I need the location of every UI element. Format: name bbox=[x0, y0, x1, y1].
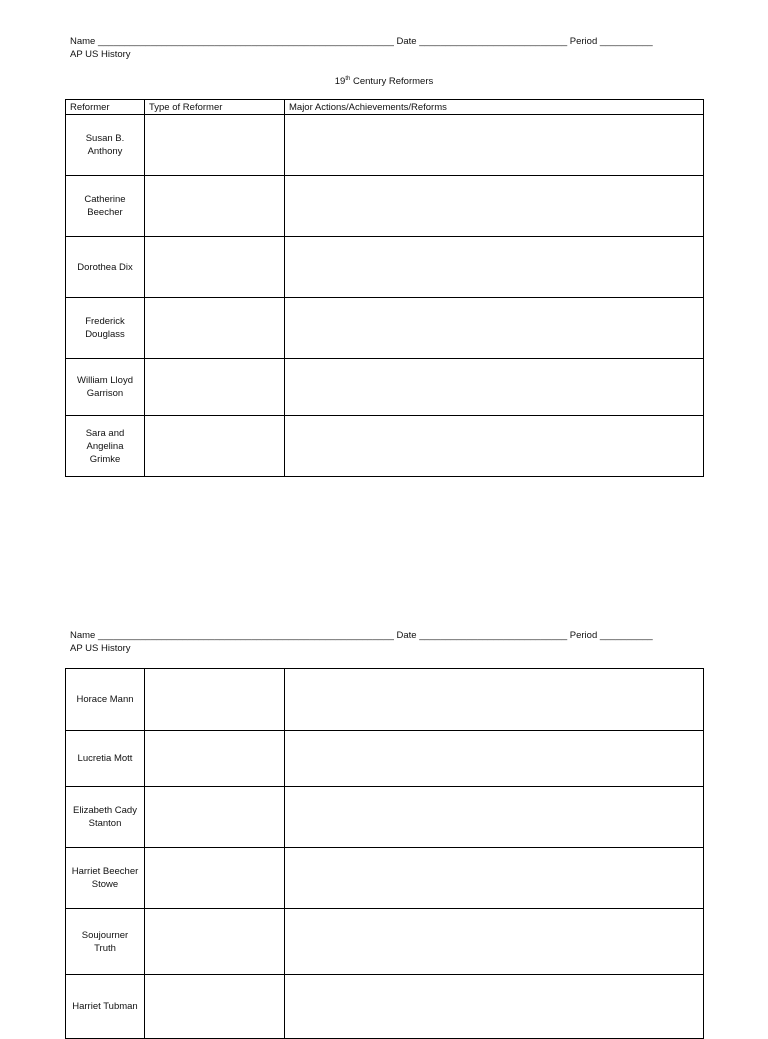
title-number: 19 bbox=[334, 76, 346, 87]
actions-cell[interactable] bbox=[285, 669, 704, 731]
table-header-row bbox=[66, 100, 704, 115]
type-cell[interactable] bbox=[145, 669, 285, 731]
title-superscript: th bbox=[345, 75, 351, 82]
reformer-name: Elizabeth Cady Stanton bbox=[66, 787, 145, 848]
reformer-name: Harriet Beecher Stowe bbox=[66, 848, 145, 909]
reformer-name: Sara and Angelina Grimke bbox=[66, 416, 145, 477]
type-cell[interactable] bbox=[145, 416, 285, 477]
reformer-name: Harriet Tubman bbox=[66, 975, 145, 1039]
column-header-actions: Major Actions/Achievements/Reforms bbox=[285, 100, 704, 115]
actions-cell[interactable] bbox=[285, 416, 704, 477]
actions-cell[interactable] bbox=[285, 975, 704, 1039]
actions-cell[interactable] bbox=[285, 359, 704, 416]
actions-cell[interactable] bbox=[285, 848, 704, 909]
type-cell[interactable] bbox=[145, 848, 285, 909]
column-header-type: Type of Reformer bbox=[145, 100, 285, 115]
table-row bbox=[66, 848, 704, 909]
reformer-name: Horace Mann bbox=[66, 669, 145, 731]
reformer-name: Susan B. Anthony bbox=[66, 115, 145, 176]
type-cell[interactable] bbox=[145, 176, 285, 237]
type-cell[interactable] bbox=[145, 909, 285, 975]
actions-cell[interactable] bbox=[285, 237, 704, 298]
type-cell[interactable] bbox=[145, 115, 285, 176]
reformers-table-1 bbox=[65, 99, 704, 477]
actions-cell[interactable] bbox=[285, 176, 704, 237]
table-row bbox=[66, 298, 704, 359]
table-row bbox=[66, 416, 704, 477]
reformer-name: Lucretia Mott bbox=[66, 731, 145, 787]
reformers-table-2 bbox=[65, 668, 704, 1039]
name-date-period-line: Name ________________________________________________________ Date ____________________________ Period __________ bbox=[70, 36, 653, 47]
reformer-name: William Lloyd Garrison bbox=[66, 359, 145, 416]
table-row bbox=[66, 731, 704, 787]
table-row bbox=[66, 359, 704, 416]
reformer-name: Frederick Douglass bbox=[66, 298, 145, 359]
table-row bbox=[66, 115, 704, 176]
actions-cell[interactable] bbox=[285, 787, 704, 848]
page-title bbox=[0, 75, 768, 88]
actions-cell[interactable] bbox=[285, 115, 704, 176]
reformer-name: Soujourner Truth bbox=[66, 909, 145, 975]
table-row bbox=[66, 909, 704, 975]
column-header-reformer: Reformer bbox=[66, 100, 145, 115]
name-date-period-line: Name ________________________________________________________ Date ____________________________ Period __________ bbox=[70, 630, 653, 641]
type-cell[interactable] bbox=[145, 298, 285, 359]
table-row bbox=[66, 237, 704, 298]
course-label: AP US History bbox=[70, 49, 131, 60]
title-text: Century Reformers bbox=[350, 76, 434, 87]
actions-cell[interactable] bbox=[285, 909, 704, 975]
course-label: AP US History bbox=[70, 643, 131, 654]
table-row bbox=[66, 176, 704, 237]
actions-cell[interactable] bbox=[285, 298, 704, 359]
type-cell[interactable] bbox=[145, 359, 285, 416]
type-cell[interactable] bbox=[145, 731, 285, 787]
reformer-name: Catherine Beecher bbox=[66, 176, 145, 237]
table-row bbox=[66, 669, 704, 731]
table-row bbox=[66, 787, 704, 848]
reformer-name: Dorothea Dix bbox=[66, 237, 145, 298]
table-row bbox=[66, 975, 704, 1039]
type-cell[interactable] bbox=[145, 237, 285, 298]
type-cell[interactable] bbox=[145, 787, 285, 848]
type-cell[interactable] bbox=[145, 975, 285, 1039]
actions-cell[interactable] bbox=[285, 731, 704, 787]
